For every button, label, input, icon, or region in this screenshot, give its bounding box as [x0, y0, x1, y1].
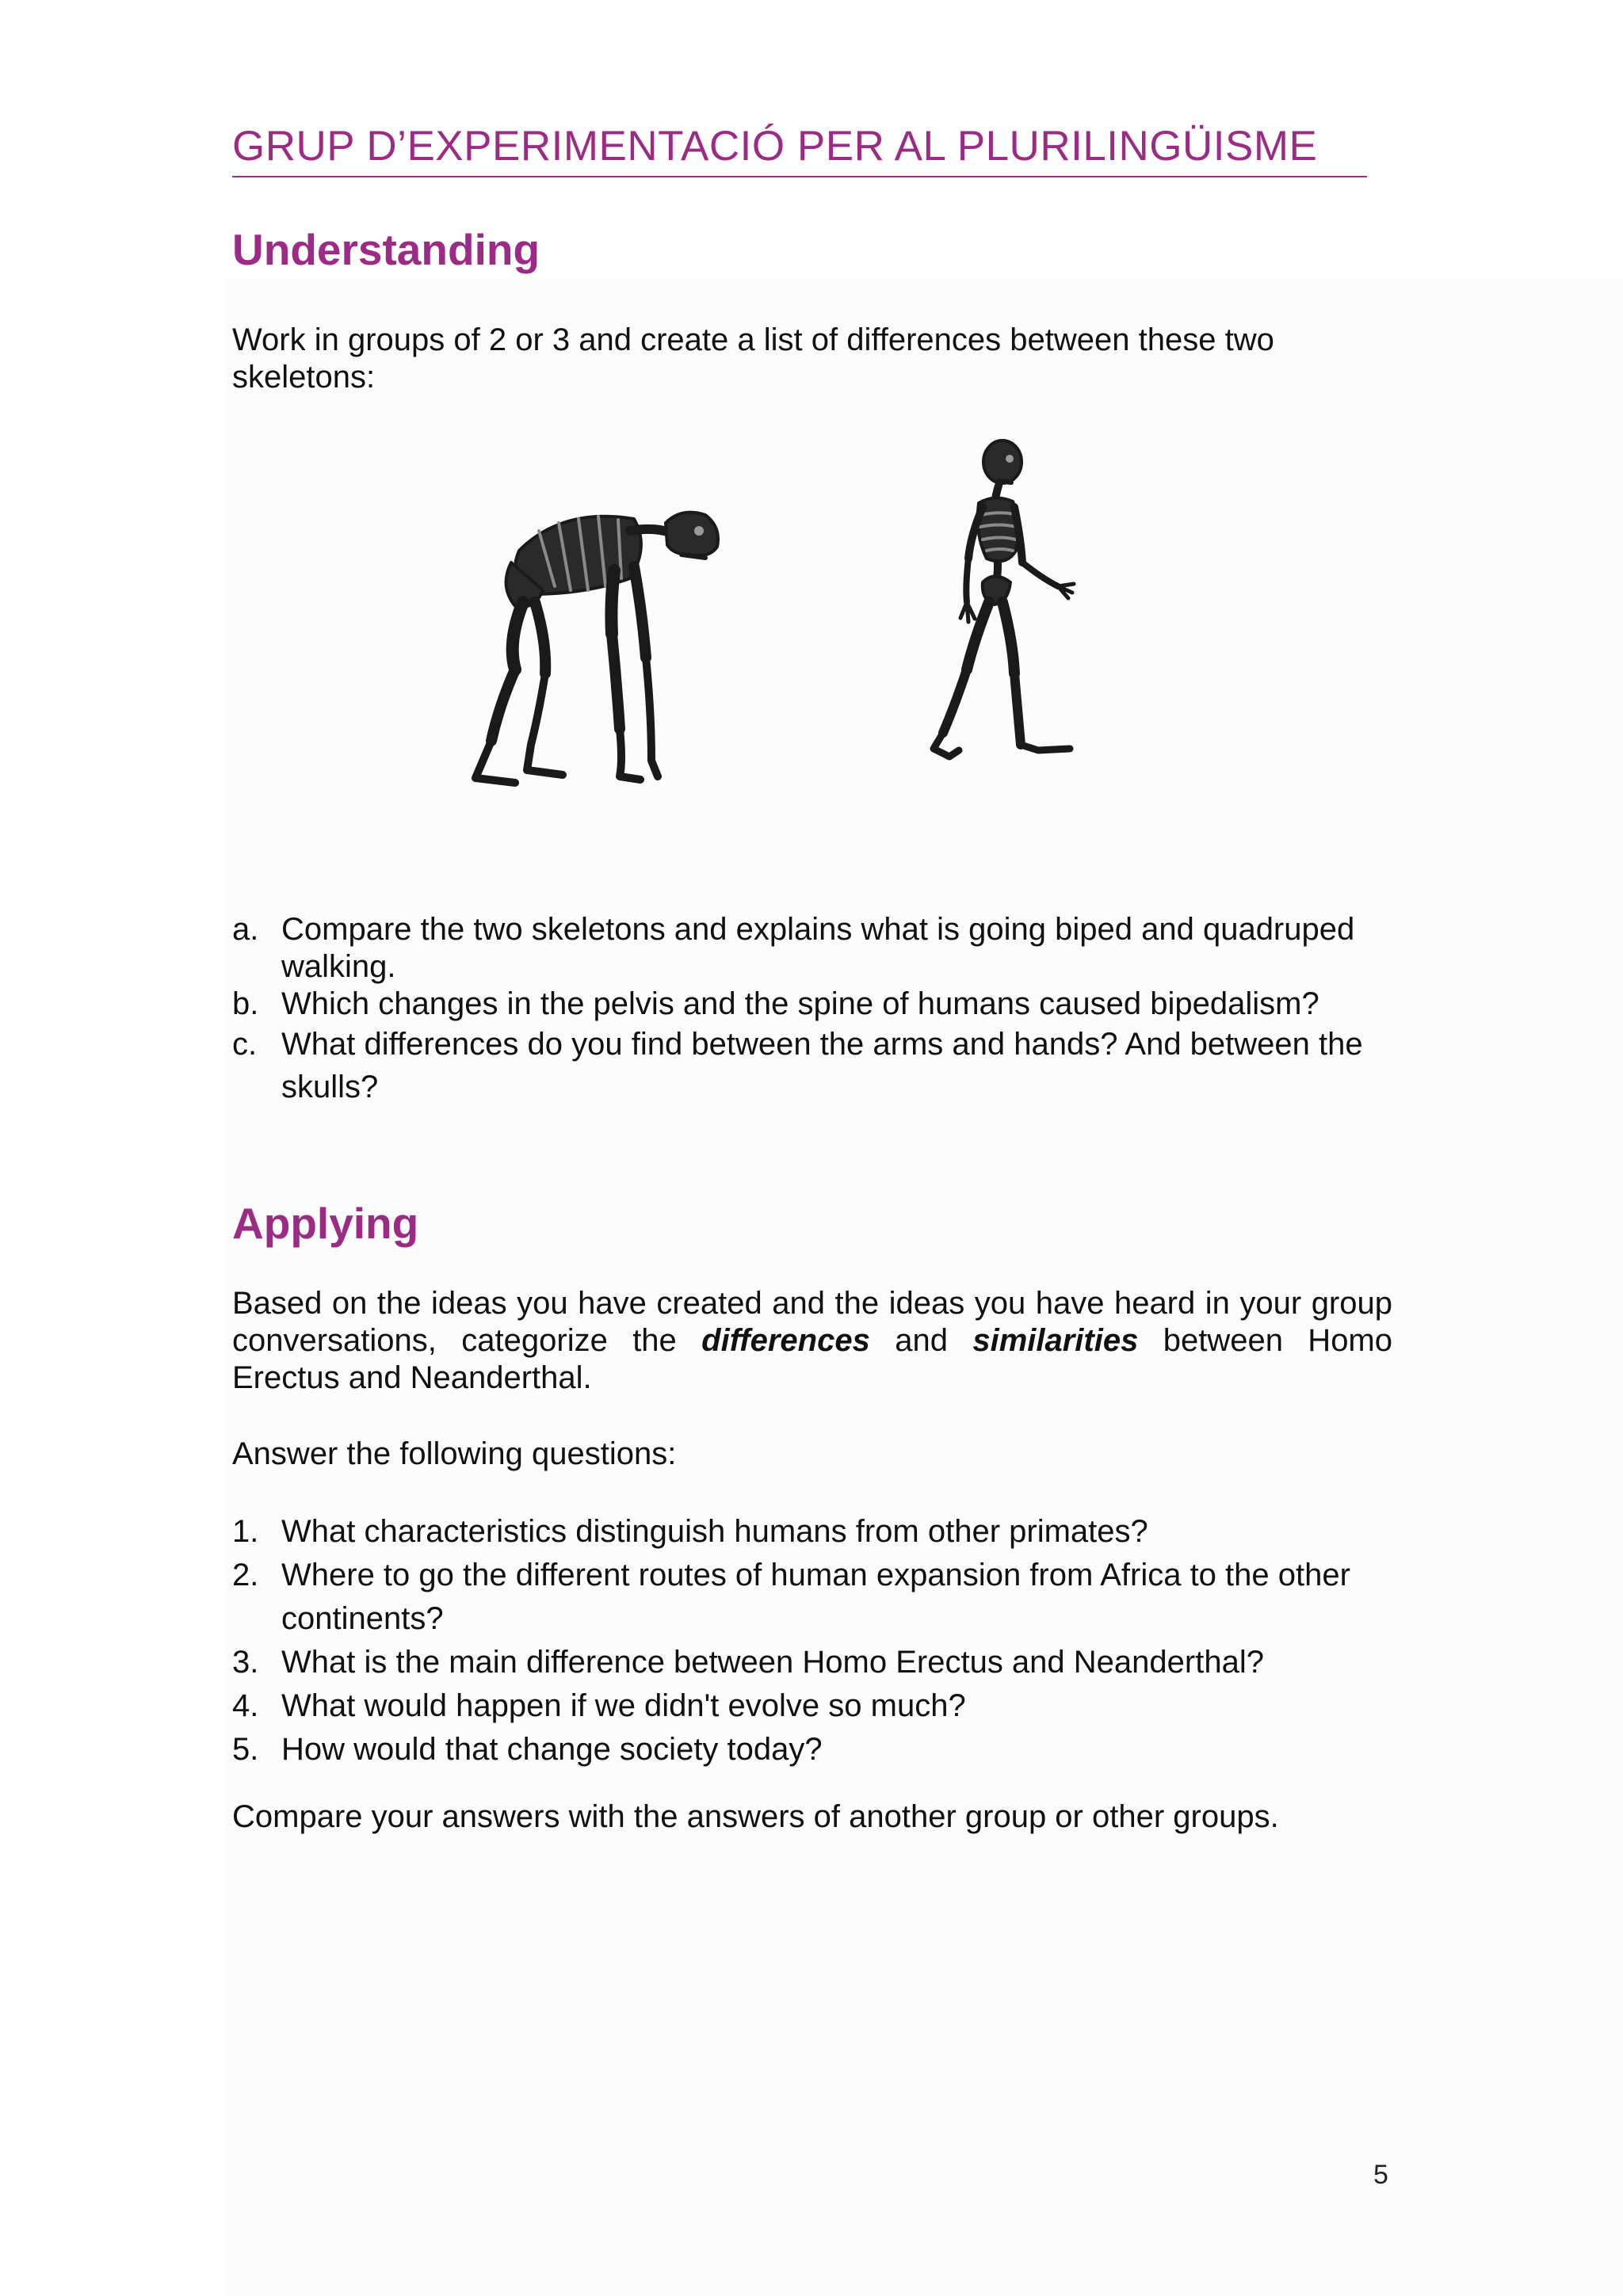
section-title-applying: Applying: [232, 1199, 419, 1248]
list-item: [232, 1023, 1392, 1108]
emphasis-differences: differences: [701, 1323, 870, 1358]
list-item: [232, 1641, 1392, 1684]
list-marker: 1.: [232, 1514, 259, 1549]
question-text: What differences do you find between the arms and hands? And between the skulls?: [281, 1027, 1363, 1104]
list-marker: b.: [232, 986, 259, 1021]
applying-intro-part3: between Homo Erectus and Neanderthal.: [232, 1323, 1392, 1395]
list-item: [232, 1684, 1392, 1728]
list-marker: 3.: [232, 1645, 259, 1680]
question-text: What characteristics distinguish humans from other primates?: [281, 1514, 1148, 1549]
page-number: 5: [1373, 2160, 1388, 2190]
question-text: Compare the two skeletons and explains what is going biped and quadruped walking.: [281, 912, 1355, 984]
list-item: [232, 1510, 1392, 1554]
applying-intro: [232, 1285, 1392, 1397]
understanding-question-list: [232, 911, 1392, 1108]
list-marker: 4.: [232, 1688, 259, 1723]
list-item: [232, 1728, 1392, 1772]
applying-intro-part2: and: [869, 1323, 973, 1358]
emphasis-similarities: similarities: [972, 1323, 1139, 1358]
biped-skeleton-icon: [911, 432, 1125, 796]
question-text: What is the main difference between Homo Erectus and Neanderthal?: [281, 1645, 1264, 1680]
question-text: What would happen if we didn't evolve so much?: [281, 1688, 966, 1723]
applying-question-list: [232, 1510, 1392, 1772]
page-header: GRUP D’EXPERIMENTACIÓ PER AL PLURILINGÜISME: [232, 123, 1318, 170]
list-marker: 2.: [232, 1558, 259, 1592]
header-underline: [232, 176, 1367, 177]
understanding-intro: Work in groups of 2 or 3 and create a list of differences between these two skeletons:: [232, 322, 1274, 395]
list-item: [232, 1554, 1392, 1641]
list-marker: a.: [232, 912, 259, 947]
list-item: [232, 986, 1392, 1023]
section-title-understanding: Understanding: [232, 225, 540, 274]
list-item: [232, 911, 1392, 986]
question-text: Where to go the different routes of human expansion from Africa to the other continents?: [281, 1558, 1350, 1636]
applying-intro-part1: Based on the ideas you have created and the ideas you have heard in your group conversations, categorize the: [232, 1286, 1392, 1358]
answer-prompt: Answer the following questions:: [232, 1436, 677, 1471]
quadruped-skeleton-icon: [444, 475, 729, 792]
list-marker: c.: [232, 1027, 258, 1062]
question-text: Which changes in the pelvis and the spine of humans caused bipedalism?: [281, 986, 1319, 1021]
closing-instruction: Compare your answers with the answers of another group or other groups.: [232, 1799, 1279, 1834]
question-text: How would that change society today?: [281, 1732, 823, 1767]
list-marker: 5.: [232, 1732, 259, 1767]
